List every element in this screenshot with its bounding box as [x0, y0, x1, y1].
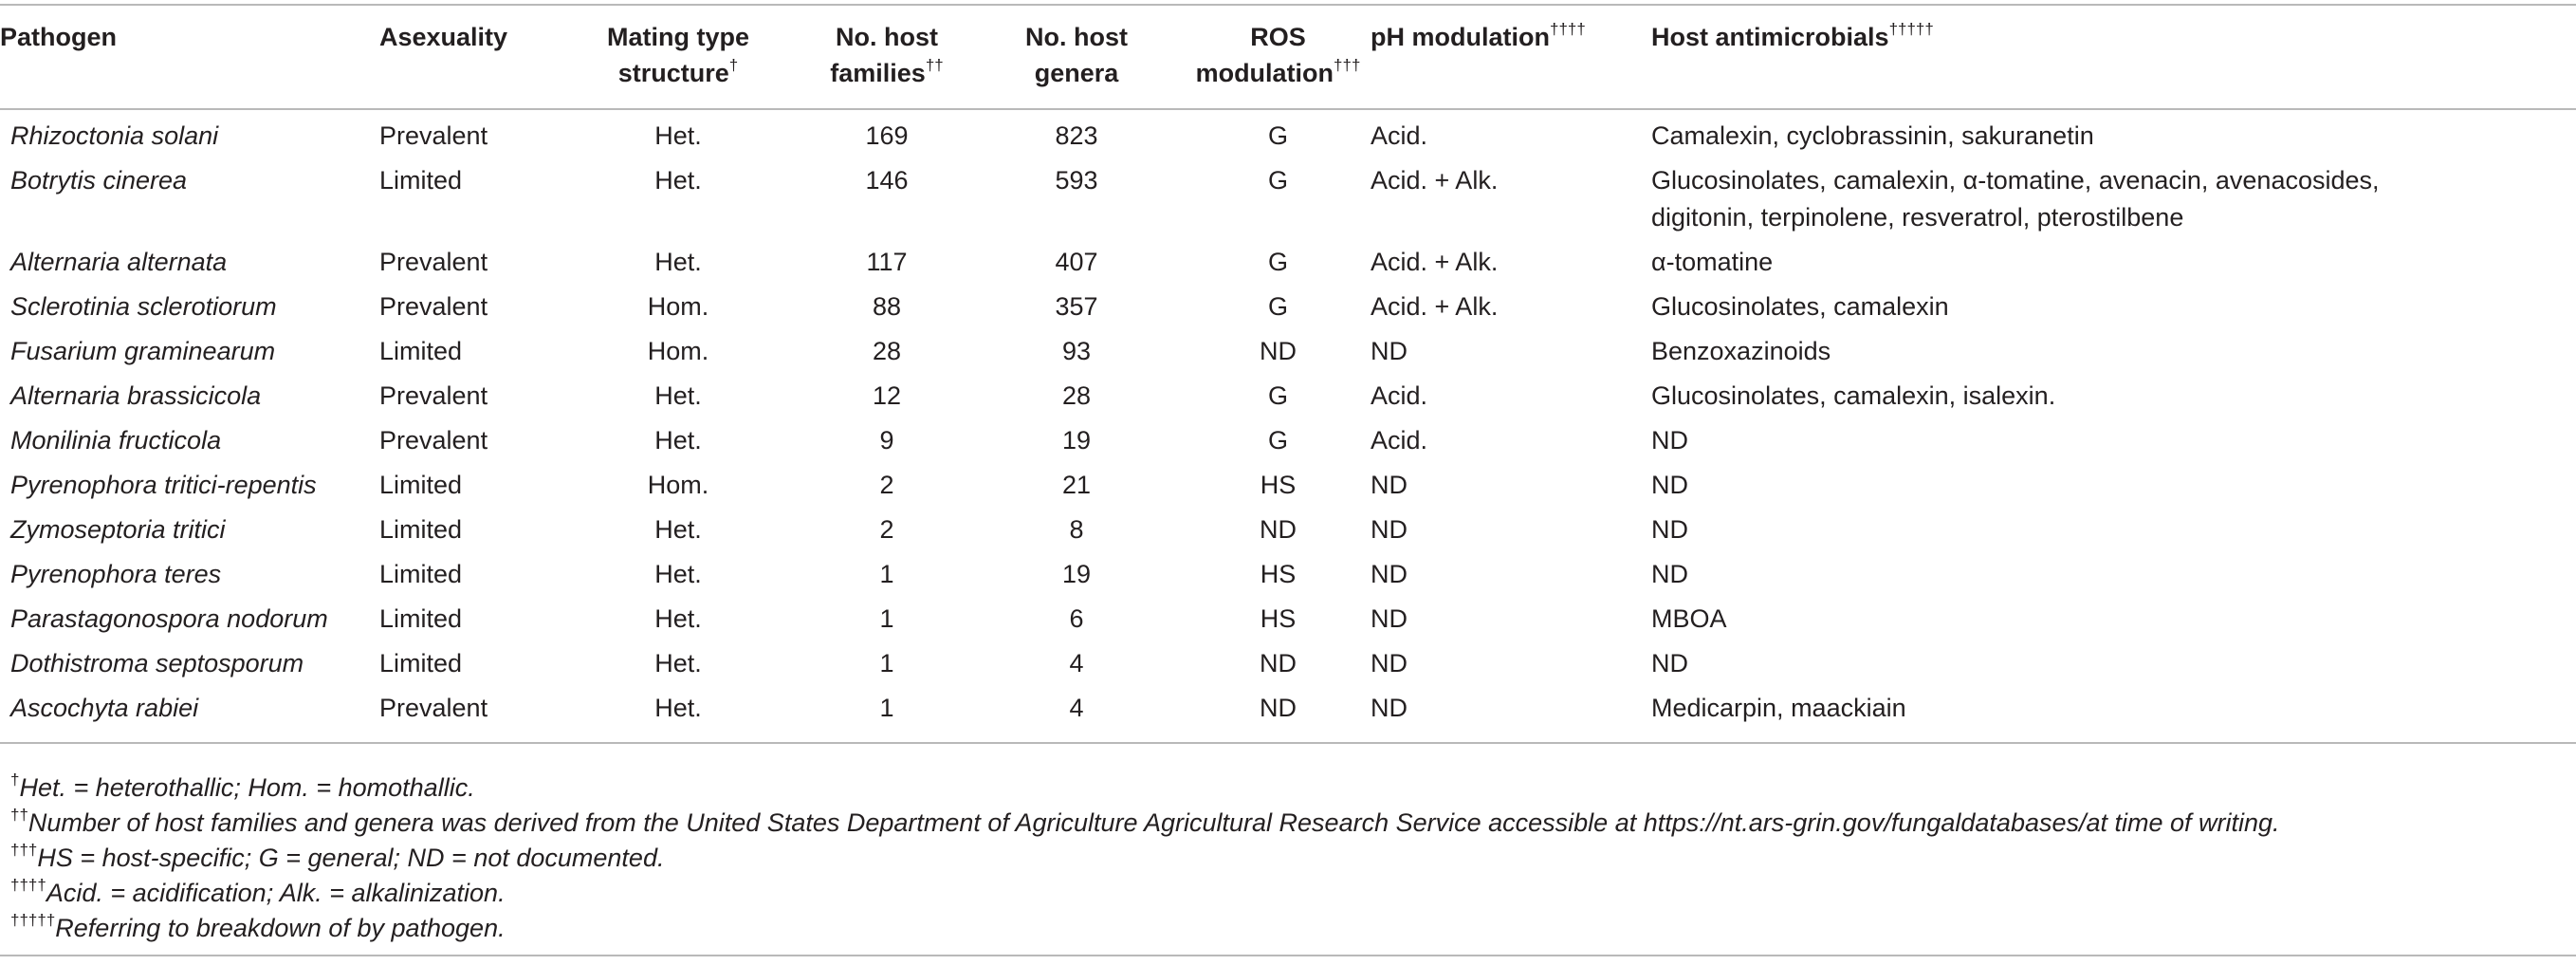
ros-modulation-cell: G [1267, 426, 1288, 455]
ros-modulation-cell: ND [1260, 649, 1297, 677]
ph-modulation-cell: ND [1371, 515, 1408, 544]
table-row [0, 162, 2576, 244]
footnote [10, 806, 2562, 841]
ph-modulation-cell: Acid. [1371, 381, 1428, 410]
mating-type-cell: Het. [654, 649, 702, 677]
host-antimicrobials-cell: Glucosinolates, camalexin, isalexin. [1651, 381, 2056, 410]
mating-type-cell: Het. [654, 121, 702, 150]
footnote-text: Acid. = acidification; Alk. = alkalinization. [46, 879, 506, 907]
header-host-antimicrobials: Host antimicrobials††††† [1651, 20, 1934, 51]
host-families-cell: 169 [865, 121, 909, 150]
ros-modulation-cell: ND [1260, 337, 1297, 365]
ros-modulation-cell: HS [1260, 604, 1297, 633]
footnote [10, 911, 2562, 946]
host-families-cell: 1 [879, 694, 894, 722]
ros-modulation-cell: G [1267, 166, 1288, 195]
host-families-cell: 1 [879, 649, 894, 677]
ros-modulation-cell: HS [1260, 560, 1297, 588]
ros-modulation-cell: G [1267, 292, 1288, 321]
table-row [0, 601, 2576, 645]
table-row [0, 467, 2576, 511]
host-genera-cell: 823 [1055, 121, 1098, 150]
pathogen-cell: Pyrenophora tritici-repentis [10, 471, 317, 499]
host-families-cell: 1 [879, 560, 894, 588]
host-antimicrobials-cell: ND [1651, 649, 1688, 677]
host-genera-cell: 21 [1061, 471, 1092, 499]
pathogen-cell: Fusarium graminearum [10, 337, 276, 365]
footnote [10, 770, 2562, 806]
ros-modulation-cell: ND [1260, 515, 1297, 544]
asexuality-cell: Prevalent [379, 248, 488, 276]
footnote [10, 841, 2562, 876]
ph-modulation-cell: Acid. [1371, 426, 1428, 455]
mating-type-cell: Het. [654, 248, 702, 276]
table-row [0, 288, 2576, 333]
host-genera-cell: 4 [1069, 649, 1084, 677]
asexuality-cell: Limited [379, 604, 463, 633]
bottom-rule [0, 955, 2576, 956]
table-row [0, 556, 2576, 601]
asexuality-cell: Prevalent [379, 121, 488, 150]
asexuality-cell: Limited [379, 649, 463, 677]
ph-modulation-cell: ND [1371, 649, 1408, 677]
host-antimicrobials-cell: Glucosinolates, camalexin [1651, 292, 1949, 321]
ph-modulation-cell: ND [1371, 604, 1408, 633]
header-asexuality: Asexuality [379, 23, 508, 51]
host-families-cell: 28 [872, 337, 902, 365]
host-antimicrobials-cell: Benzoxazinoids [1651, 337, 1831, 365]
host-families-cell: 88 [872, 292, 902, 321]
host-genera-cell: 407 [1055, 248, 1098, 276]
mating-type-cell: Het. [654, 426, 702, 455]
host-families-cell: 117 [866, 248, 908, 276]
asexuality-cell: Limited [379, 471, 463, 499]
asexuality-cell: Limited [379, 166, 463, 195]
pathogen-cell: Parastagonospora nodorum [10, 604, 328, 633]
mating-type-cell: Hom. [647, 337, 709, 365]
mating-type-cell: Hom. [647, 292, 709, 321]
pathogen-cell: Dothistroma septosporum [10, 649, 304, 677]
pathogen-cell: Alternaria alternata [10, 248, 228, 276]
ph-modulation-cell: ND [1371, 337, 1408, 365]
footnote-mark: †††† [10, 876, 46, 894]
host-antimicrobials-cell: Glucosinolates, camalexin, α-tomatine, avenacin, avenacosides, digitonin, terpinolene, resveratrol, pterostilbene [1651, 166, 2380, 232]
footnotes [10, 770, 2562, 946]
table-body [0, 109, 2576, 743]
mating-type-cell: Het. [654, 381, 702, 410]
table-row [0, 645, 2576, 690]
mating-type-cell: Het. [654, 515, 702, 544]
mating-type-cell: Het. [654, 604, 702, 633]
asexuality-cell: Limited [379, 515, 463, 544]
pathogen-cell: Pyrenophora teres [10, 560, 222, 588]
host-families-cell: 2 [879, 515, 894, 544]
pathogen-cell: Sclerotinia sclerotiorum [10, 292, 277, 321]
footnote-mark: †† [10, 806, 28, 824]
pathogen-table [0, 4, 2576, 744]
header-host-families: No. host families†† [830, 23, 944, 87]
host-antimicrobials-cell: Medicarpin, maackiain [1651, 694, 1906, 722]
footnote-text: Het. = heterothallic; Hom. = homothallic. [19, 773, 475, 802]
footnote-mark: ††††† [10, 911, 56, 929]
ph-modulation-cell: ND [1371, 694, 1408, 722]
header-host-genera: No. host genera [1025, 23, 1128, 87]
host-genera-cell: 28 [1061, 381, 1092, 410]
host-genera-cell: 19 [1061, 426, 1092, 455]
host-genera-cell: 4 [1069, 694, 1084, 722]
header-mating-type: Mating type structure† [606, 23, 749, 87]
pathogen-cell: Ascochyta rabiei [10, 694, 199, 722]
host-families-cell: 146 [865, 166, 909, 195]
header-ph-modulation: pH modulation†††† [1371, 20, 1586, 51]
ph-modulation-cell: ND [1371, 560, 1408, 588]
host-antimicrobials-cell: ND [1651, 560, 1688, 588]
host-genera-cell: 357 [1055, 292, 1098, 321]
table-row [0, 109, 2576, 162]
host-genera-cell: 593 [1055, 166, 1098, 195]
host-families-cell: 2 [879, 471, 894, 499]
footnote [10, 876, 2562, 911]
host-genera-cell: 19 [1061, 560, 1092, 588]
pathogen-cell: Rhizoctonia solani [10, 121, 219, 150]
ros-modulation-cell: ND [1260, 694, 1297, 722]
pathogen-cell: Alternaria brassicicola [10, 381, 262, 410]
host-families-cell: 12 [872, 381, 902, 410]
table-row [0, 511, 2576, 556]
header-ros-modulation: ROS modulation††† [1195, 23, 1361, 87]
host-genera-cell: 93 [1061, 337, 1092, 365]
mating-type-cell: Hom. [647, 471, 709, 499]
mating-type-cell: Het. [654, 694, 702, 722]
asexuality-cell: Prevalent [379, 694, 488, 722]
footnote-mark: ††† [10, 841, 38, 859]
ph-modulation-cell: Acid. + Alk. [1371, 292, 1499, 321]
asexuality-cell: Prevalent [379, 292, 488, 321]
ros-modulation-cell: G [1267, 248, 1288, 276]
ros-modulation-cell: HS [1260, 471, 1297, 499]
table-row [0, 690, 2576, 743]
asexuality-cell: Prevalent [379, 381, 488, 410]
footnote-text: Referring to breakdown of by pathogen. [55, 914, 506, 942]
mating-type-cell: Het. [654, 560, 702, 588]
host-families-cell: 9 [879, 426, 894, 455]
pathogen-cell: Monilinia fructicola [10, 426, 222, 455]
host-antimicrobials-cell: ND [1651, 426, 1688, 455]
footnote-text: HS = host-specific; G = general; ND = not documented. [37, 844, 665, 872]
ph-modulation-cell: ND [1371, 471, 1408, 499]
asexuality-cell: Limited [379, 337, 463, 365]
host-genera-cell: 8 [1069, 515, 1084, 544]
host-genera-cell: 6 [1069, 604, 1084, 633]
host-families-cell: 1 [879, 604, 894, 633]
host-antimicrobials-cell: ND [1651, 515, 1688, 544]
footnote-text: Number of host families and genera was derived from the United States Department of Agriculture Agricultural Research Service accessible at https://nt.ars-grin.gov/fungaldatabases/at time of writing. [28, 808, 2280, 837]
ph-modulation-cell: Acid. + Alk. [1371, 248, 1499, 276]
table-row [0, 422, 2576, 467]
host-antimicrobials-cell: MBOA [1651, 604, 1727, 633]
host-antimicrobials-cell: Camalexin, cyclobrassinin, sakuranetin [1651, 121, 2094, 150]
ros-modulation-cell: G [1267, 121, 1288, 150]
ros-modulation-cell: G [1267, 381, 1288, 410]
host-antimicrobials-cell: ND [1651, 471, 1688, 499]
asexuality-cell: Limited [379, 560, 463, 588]
header-row [0, 5, 2576, 109]
asexuality-cell: Prevalent [379, 426, 488, 455]
footnote-mark: † [10, 770, 20, 789]
pathogen-cell: Zymoseptoria tritici [10, 515, 226, 544]
header-pathogen: Pathogen [0, 23, 118, 51]
table-row [0, 333, 2576, 378]
host-antimicrobials-cell: α-tomatine [1651, 248, 1774, 276]
table-row [0, 378, 2576, 422]
mating-type-cell: Het. [654, 166, 702, 195]
ph-modulation-cell: Acid. + Alk. [1371, 166, 1499, 195]
table-row [0, 244, 2576, 288]
pathogen-cell: Botrytis cinerea [10, 166, 188, 195]
ph-modulation-cell: Acid. [1371, 121, 1428, 150]
